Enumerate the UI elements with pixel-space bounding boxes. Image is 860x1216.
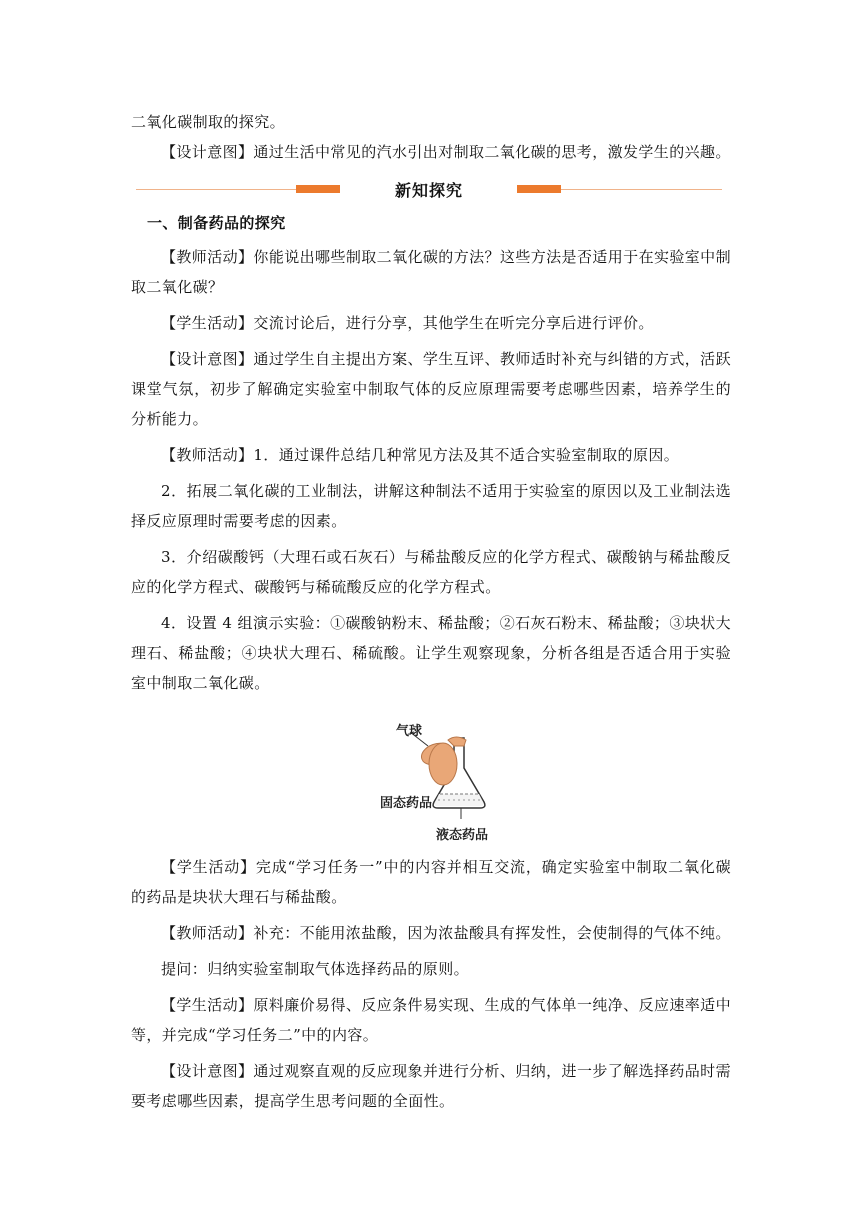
solid-reagent-label: 固态药品 <box>380 796 433 811</box>
paragraph: 2．拓展二氧化碳的工业制法，讲解这种制法不适用于实验室的原因以及工业制法选择反应原理时需要考虑的因素。 <box>131 482 731 530</box>
paragraph: 提问：归纳实验室制取气体选择药品的原则。 <box>161 960 470 978</box>
bottom-text-block <box>131 852 731 1116</box>
balloon-label: 气球 <box>396 724 423 739</box>
paragraph: 【设计意图】通过生活中常见的汽水引出对制取二氧化碳的思考，激发学生的兴趣。 <box>161 143 731 161</box>
top-text-block <box>131 107 731 167</box>
liquid-reagent-label: 液态药品 <box>436 828 489 843</box>
paragraph: 【学生活动】完成“学习任务一”中的内容并相互交流，确定实验室中制取二氧化碳的药品是块状大理石与稀盐酸。 <box>131 858 731 906</box>
paragraph: 【教师活动】你能说出哪些制取二氧化碳的方法？这些方法是否适用于在实验室中制取二氧化碳？ <box>131 248 731 296</box>
paragraph: 【学生活动】原料廉价易得、反应条件易实现、生成的气体单一纯净、反应速率适中等，并完成“学习任务二”中的内容。 <box>131 996 731 1044</box>
paragraph: 【设计意图】通过学生自主提出方案、学生互评、教师适时补充与纠错的方式，活跃课堂气氛，初步了解确定实验室中制取气体的反应原理需要考虑哪些因素，培养学生的分析能力。 <box>131 350 731 428</box>
paragraph: 二氧化碳制取的探究。 <box>131 113 286 131</box>
banner-line-right <box>561 189 722 190</box>
subheading: 一、制备药品的探究 <box>147 214 286 232</box>
section-banner <box>136 176 722 202</box>
flask-balloon-figure <box>376 716 506 846</box>
paragraph: 【设计意图】通过观察直观的反应现象并进行分析、归纳，进一步了解选择药品时需要考虑哪些因素，提高学生思考问题的全面性。 <box>131 1062 731 1110</box>
paragraph: 【学生活动】交流讨论后，进行分享，其他学生在听完分享后进行评价。 <box>161 314 654 332</box>
banner-accent-right <box>517 185 561 193</box>
paragraph: 【教师活动】1．通过课件总结几种常见方法及其不适合实验室制取的原因。 <box>161 446 680 464</box>
paragraph: 【教师活动】补充：不能用浓盐酸，因为浓盐酸具有挥发性，会使制得的气体不纯。 <box>161 924 731 942</box>
paragraph: 4．设置 4 组演示实验：①碳酸钠粉末、稀盐酸；②石灰石粉末、稀盐酸；③块状大理石、稀盐酸；④块状大理石、稀硫酸。让学生观察现象，分析各组是否适合用于实验室中制取二氧化碳。 <box>131 614 731 692</box>
middle-text-block <box>131 208 731 698</box>
paragraph: 3．介绍碳酸钙（大理石或石灰石）与稀盐酸反应的化学方程式、碳酸钠与稀盐酸反应的化学方程式、碳酸钙与稀硫酸反应的化学方程式。 <box>131 548 731 596</box>
section-title: 新知探究 <box>394 181 463 200</box>
